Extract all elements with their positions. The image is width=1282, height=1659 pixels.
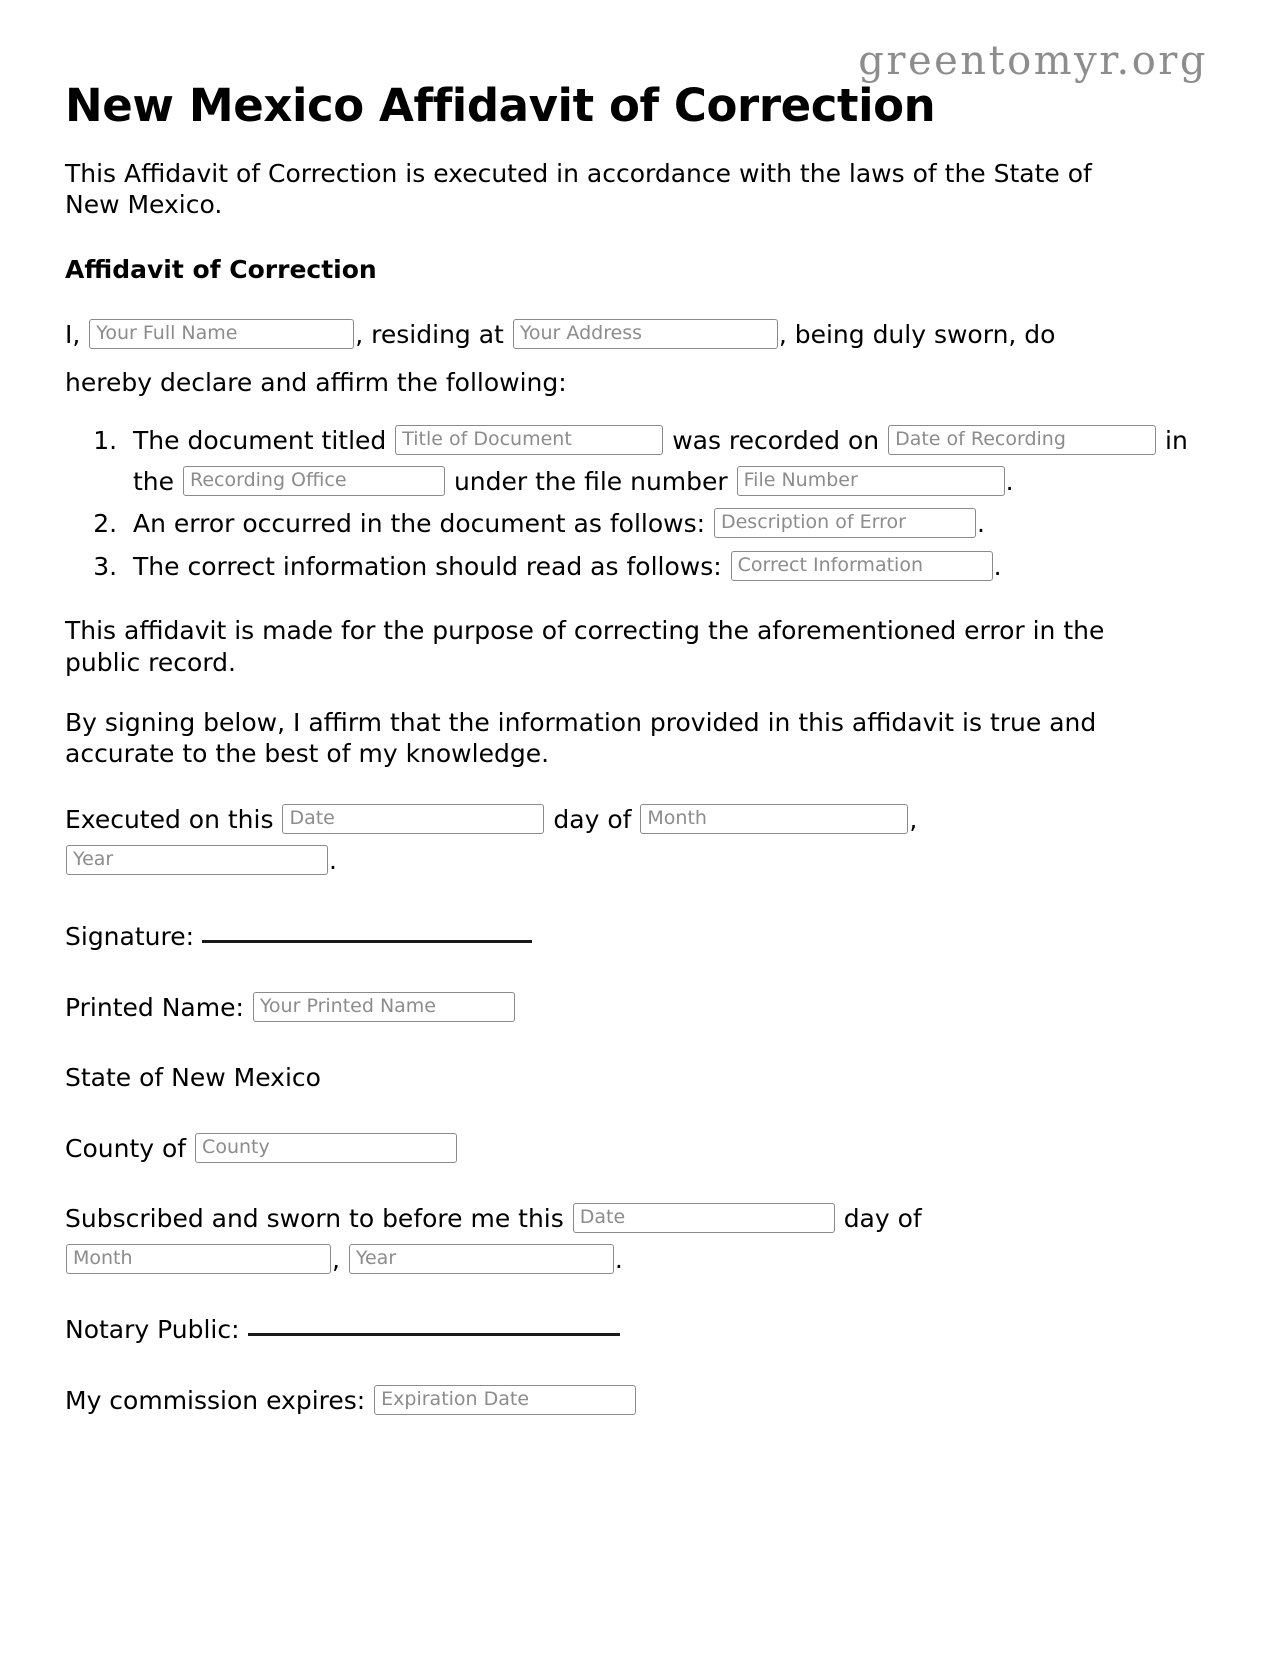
declaration-block [65, 285, 1145, 407]
affirmation-paragraph: By signing below, I affirm that the information provided in this affidavit is true and accurate to the best of my knowledge. [65, 707, 1097, 769]
notary-year-input[interactable]: Year [349, 1244, 614, 1274]
declaration-middle: , residing at [355, 320, 504, 350]
description-of-error-input[interactable]: Description of Error [714, 508, 976, 538]
commission-expires-label: My commission expires: [65, 1385, 366, 1415]
executed-label-1: Executed on this [65, 805, 274, 835]
executed-date-input[interactable]: Date [282, 804, 544, 834]
signature-line[interactable] [202, 939, 532, 943]
executed-comma: , [909, 805, 918, 835]
expiration-date-input[interactable]: Expiration Date [374, 1385, 636, 1415]
page-title: New Mexico Affidavit of Correction [65, 79, 936, 132]
site-watermark: greentomyr.org [858, 38, 1208, 84]
date-of-recording-input[interactable]: Date of Recording [888, 425, 1156, 455]
item1-part3: in the [133, 426, 1188, 496]
executed-month-input[interactable]: Month [640, 804, 908, 834]
item3-part1: The correct information should read as follows: [133, 551, 722, 581]
declaration-prefix: I, [65, 320, 81, 350]
item1-part4: under the file number [453, 466, 728, 496]
correct-information-input[interactable]: Correct Information [731, 551, 993, 581]
title-of-document-input[interactable]: Title of Document [395, 425, 663, 455]
printed-name-label: Printed Name: [65, 992, 244, 1022]
list-item [125, 504, 1220, 545]
notary-date-input[interactable]: Date [573, 1203, 835, 1233]
recording-office-input[interactable]: Recording Office [183, 466, 445, 496]
intro-paragraph: This Affidavit of Correction is executed in accordance with the laws of the State of New Mexico. [65, 158, 1092, 220]
item1-part1: The document titled [133, 426, 387, 456]
state-line: State of New Mexico [65, 1063, 321, 1093]
printed-name-input[interactable]: Your Printed Name [253, 992, 515, 1022]
numbered-items-list [65, 407, 1220, 587]
item1-part5: . [1005, 466, 1014, 496]
commission-expires-block [65, 1351, 1155, 1422]
notary-comma: , [332, 1244, 340, 1274]
notary-public-label: Notary Public: [65, 1315, 240, 1345]
executed-on-block [65, 770, 1155, 881]
section-heading: Affidavit of Correction [65, 255, 377, 285]
notary-period: . [614, 1244, 623, 1274]
executed-label-2: day of [553, 805, 632, 835]
notary-label-1: Subscribed and sworn to before me this [65, 1204, 564, 1234]
notary-label-2: day of [843, 1204, 922, 1234]
item3-part2: . [993, 551, 1002, 581]
notary-sworn-block [65, 1169, 1155, 1280]
list-item [125, 547, 1220, 588]
purpose-paragraph: This affidavit is made for the purpose of correcting the aforementioned error in the public record. [65, 616, 1105, 677]
county-input[interactable]: County [195, 1133, 457, 1163]
item2-part2: . [976, 509, 985, 539]
county-label: County of [65, 1133, 187, 1163]
list-item [125, 421, 1220, 502]
notary-public-line[interactable] [248, 1332, 620, 1336]
notary-month-input[interactable]: Month [66, 1244, 331, 1274]
county-block [65, 1099, 1155, 1170]
executed-period: . [329, 845, 337, 875]
declaration-suffix: , being duly sworn, do hereby declare and affirm the following: [65, 320, 1056, 398]
item2-part1: An error occurred in the document as follows: [133, 509, 706, 539]
notary-public-block [65, 1280, 1155, 1351]
file-number-input[interactable]: File Number [737, 466, 1005, 496]
printed-name-block [65, 958, 1155, 1029]
address-input[interactable]: Your Address [513, 319, 778, 349]
signature-block [65, 881, 1155, 958]
item1-part2: was recorded on [672, 426, 880, 456]
executed-year-input[interactable]: Year [66, 845, 328, 875]
signature-label: Signature: [65, 922, 195, 952]
full-name-input[interactable]: Your Full Name [89, 319, 354, 349]
